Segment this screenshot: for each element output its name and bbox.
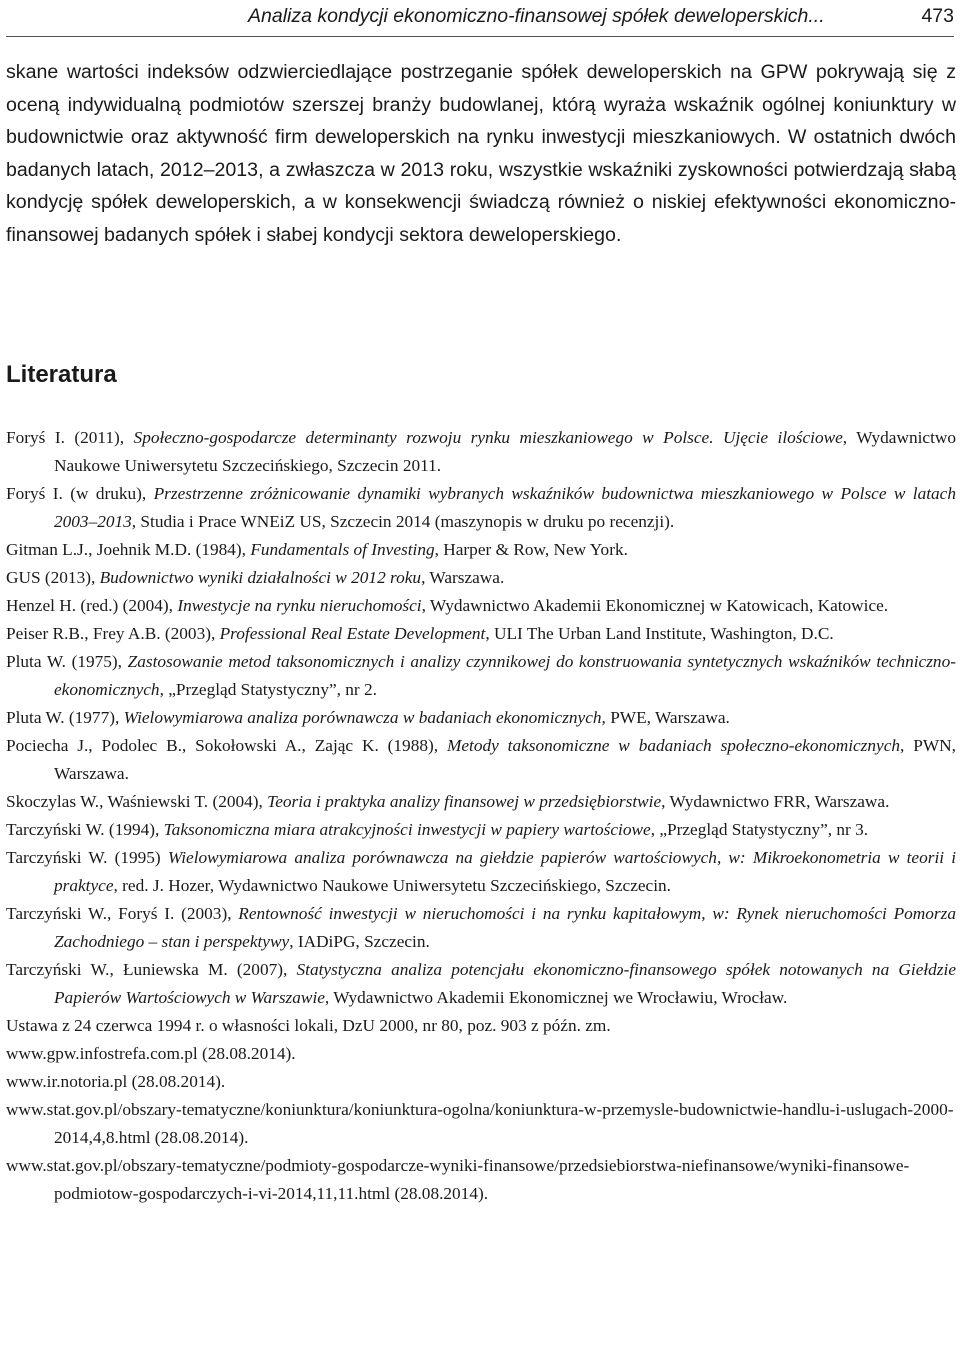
running-header — [0, 4, 960, 34]
reference-authors: Skoczylas W., Waśniewski T. (2004), — [6, 792, 268, 811]
reference-list — [6, 424, 956, 1208]
reference-item[interactable] — [6, 1068, 956, 1096]
reference-item — [6, 620, 956, 648]
reference-authors: Henzel H. (red.) (2004), — [6, 596, 178, 615]
reference-publisher: , Harper & Row, New York. — [434, 540, 628, 559]
reference-item — [6, 536, 956, 564]
reference-authors: Tarczyński W., Łuniewska M. (2007), — [6, 960, 297, 979]
reference-link[interactable]: www.gpw.infostrefa.com.pl (28.08.2014). — [6, 1044, 296, 1063]
reference-title: Rentowność inwestycji w nieruchomości i na rynku kapitałowym, w: Rynek nieruchomości Pomorza Zachodniego – stan i perspektywy — [54, 904, 957, 951]
reference-title: Fundamentals of Investing — [250, 540, 435, 559]
reference-item[interactable] — [6, 1152, 956, 1208]
reference-publisher: , ULI The Urban Land Institute, Washington, D.C. — [485, 624, 834, 643]
reference-title: Statystyczna analiza potencjału ekonomiczno-finansowego spółek notowanych na Giełdzie Papierów Wartościowych w Warszawie — [54, 960, 956, 1007]
reference-publisher: , red. J. Hozer, Wydawnictwo Naukowe Uniwersytetu Szczecińskiego, Szczecin. — [113, 876, 671, 895]
reference-item — [6, 1012, 956, 1040]
reference-item — [6, 816, 956, 844]
reference-item — [6, 480, 956, 536]
reference-title: Przestrzenne zróżnicowanie dynamiki wybranych wskaźników budownictwa mieszkaniowego w Polsce w latach 2003–2013 — [54, 484, 956, 531]
reference-publisher: , PWN, Warszawa. — [54, 736, 956, 783]
page-number: 473 — [921, 5, 954, 27]
reference-authors: Tarczyński W. (1994), — [6, 820, 164, 839]
reference-publisher: , Wydawnictwo Akademii Ekonomicznej we Wrocławiu, Wrocław. — [324, 988, 788, 1007]
reference-item — [6, 956, 956, 1012]
reference-authors: Foryś I. (w druku), — [6, 484, 154, 503]
header-title: Analiza kondycji ekonomiczno-finansowej spółek deweloperskich... — [248, 5, 825, 27]
reference-item — [6, 704, 956, 732]
reference-item — [6, 788, 956, 816]
reference-publisher: , „Przegląd Statystyczny”, nr 3. — [650, 820, 869, 839]
reference-publisher: , Studia i Prace WNEiZ US, Szczecin 2014 (maszynopis w druku po recenzji). — [131, 512, 675, 531]
reference-title: Zastosowanie metod taksonomicznych i analizy czynnikowej do konstruowania syntetycznych wskaźników techniczno-ekonomicznych — [54, 652, 956, 699]
reference-authors: Pociecha J., Podolec B., Sokołowski A., Zając K. (1988), — [6, 736, 447, 755]
reference-publisher: , PWE, Warszawa. — [601, 708, 730, 727]
reference-title: Professional Real Estate Development — [219, 624, 486, 643]
reference-link[interactable]: www.stat.gov.pl/obszary-tematyczne/koniunktura/koniunktura-ogolna/koniunktura-w-przemysle-budownictwie-handlu-i-uslugach-2000-2014,4,8.html (28.08.2014). — [6, 1100, 954, 1147]
body-paragraph: skane wartości indeksów odzwierciedlające postrzeganie spółek deweloperskich na GPW pokrywają się z oceną indywidualną podmiotów szerszej branży budowlanej, którą wyraża wskaźnik ogólnej koniunktury w budownictwie oraz aktywność firm deweloperskich na rynku inwestycji mieszkaniowych. W ostatnich dwóch badanych latach, 2012–2013, a zwłaszcza w 2013 roku, wszystkie wskaźniki zyskowności potwierdzają słabą kondycję spółek deweloperskich, a w konsekwencji świadczą również o niskiej efektywności ekonomiczno-finansowej badanych spółek i słabej kondycji sektora deweloperskiego. — [6, 61, 956, 246]
reference-item[interactable] — [6, 1096, 956, 1152]
reference-publisher: , „Przegląd Statystyczny”, nr 2. — [159, 680, 377, 699]
reference-link[interactable]: www.stat.gov.pl/obszary-tematyczne/podmioty-gospodarcze-wyniki-finansowe/przedsiebiorstwa-niefinansowe/wyniki-finansowe-podmiotow-gospodarczych-i-vi-2014,11,11.html (28.08.2014). — [6, 1156, 910, 1203]
reference-title: Taksonomiczna miara atrakcyjności inwestycji w papiery wartościowe — [163, 820, 651, 839]
reference-authors: Foryś I. (2011), — [6, 428, 134, 447]
reference-authors: Gitman L.J., Joehnik M.D. (1984), — [6, 540, 251, 559]
reference-publisher: , Wydawnictwo Naukowe Uniwersytetu Szczecińskiego, Szczecin 2011. — [54, 428, 956, 475]
reference-item — [6, 732, 956, 788]
header-rule — [6, 36, 954, 37]
reference-publisher: , Wydawnictwo FRR, Warszawa. — [661, 792, 890, 811]
reference-item[interactable] — [6, 1040, 956, 1068]
section-heading: Literatura — [6, 361, 117, 388]
reference-link[interactable]: www.ir.notoria.pl (28.08.2014). — [6, 1072, 226, 1091]
reference-authors: Peiser R.B., Frey A.B. (2003), — [6, 624, 220, 643]
reference-title: Budownictwo wyniki działalności w 2012 roku — [99, 568, 422, 587]
reference-publisher: , Warszawa. — [421, 568, 505, 587]
reference-authors: Tarczyński W. (1995) — [6, 848, 168, 867]
reference-authors: Tarczyński W., Foryś I. (2003), — [6, 904, 239, 923]
reference-authors: GUS (2013), — [6, 568, 100, 587]
reference-title: Wielowymiarowa analiza porównawcza w badaniach ekonomicznych — [123, 708, 602, 727]
reference-item — [6, 564, 956, 592]
reference-item — [6, 592, 956, 620]
reference-publisher: , IADiPG, Szczecin. — [289, 932, 430, 951]
reference-title: Społeczno-gospodarcze determinanty rozwoju rynku mieszkaniowego w Polsce. Ujęcie ilościowe — [133, 428, 843, 447]
reference-authors: Pluta W. (1977), — [6, 708, 124, 727]
reference-item — [6, 844, 956, 900]
reference-item — [6, 424, 956, 480]
reference-title: Metody taksonomiczne w badaniach społeczno-ekonomicznych — [446, 736, 901, 755]
reference-authors: Pluta W. (1975), — [6, 652, 128, 671]
reference-title: Inwestycje na rynku nieruchomości — [177, 596, 422, 615]
reference-title: Wielowymiarowa analiza porównawcza na giełdzie papierów wartościowych, w: Mikroekonometria w teorii i praktyce — [54, 848, 957, 895]
reference-publisher: , Wydawnictwo Akademii Ekonomicznej w Katowicach, Katowice. — [421, 596, 889, 615]
reference-title: Teoria i praktyka analizy finansowej w przedsiębiorstwie — [267, 792, 662, 811]
reference-item — [6, 648, 956, 704]
reference-authors: Ustawa z 24 czerwca 1994 r. o własności lokali, DzU 2000, nr 80, poz. 903 z późn. zm. — [6, 1016, 611, 1035]
reference-item — [6, 900, 956, 956]
